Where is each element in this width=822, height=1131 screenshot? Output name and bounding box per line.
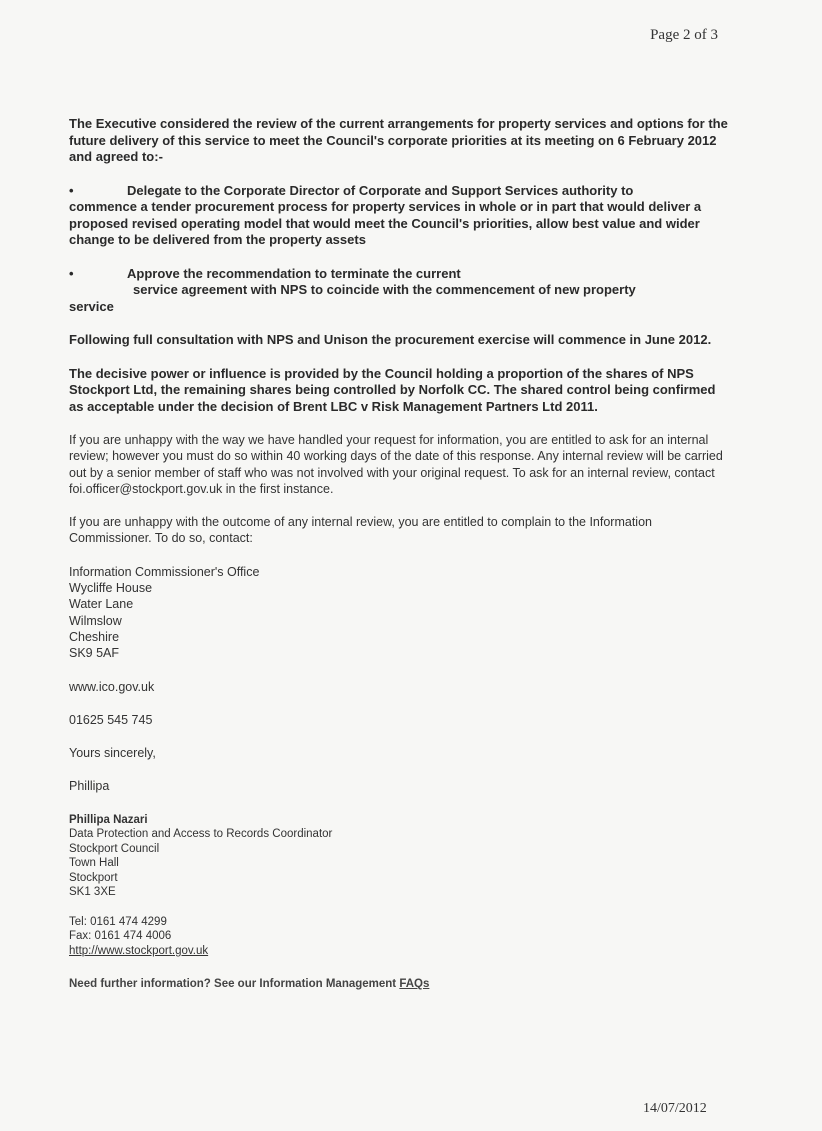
consultation-paragraph: Following full consultation with NPS and Unison the procurement exercise will commence in June 2012. bbox=[69, 332, 712, 347]
further-info-text: Need further information? See our Information Management bbox=[69, 978, 400, 991]
sender-detail: Town Hall bbox=[69, 857, 119, 870]
ico-address bbox=[69, 564, 729, 662]
sender-detail: Stockport Council bbox=[69, 842, 160, 855]
bullet-approve bbox=[69, 266, 729, 316]
bullet1-rest: commence a tender procurement process for property services in whole or in part that would deliver a proposed revised operating model that would meet the Council's priorities, allow best value and wider change to be delivered from the property assets bbox=[69, 199, 702, 247]
sender-name: Phillipa Nazari bbox=[69, 813, 148, 826]
further-info bbox=[69, 974, 729, 992]
sender-detail: SK1 3XE bbox=[69, 886, 116, 899]
ico-phone: 01625 545 745 bbox=[69, 712, 153, 727]
address-line: Information Commissioner's Office bbox=[69, 564, 260, 579]
faqs-link[interactable]: FAQs bbox=[399, 978, 430, 991]
internal-review-paragraph: If you are unhappy with the way we have handled your request for information, you are entitled to ask for an internal review; however you must do so within 40 working days of the date of this response. Any internal review will be carried out by a senior member of staff who was not involved with your original request. To ask for an internal review, contact foi.officer@stockport.gov.uk in the first instance. bbox=[69, 433, 723, 496]
bullet-dot: • bbox=[69, 182, 74, 198]
address-line: Cheshire bbox=[69, 629, 120, 644]
bullet2-first-line: Approve the recommendation to terminate the current bbox=[127, 265, 461, 281]
ico-website: www.ico.gov.uk bbox=[69, 679, 155, 694]
bullet2-second-line: service agreement with NPS to coincide with the commencement of new property bbox=[133, 282, 636, 297]
bullet-delegate bbox=[69, 183, 729, 249]
bullet-dot: • bbox=[69, 265, 74, 281]
bullet1-first-line: Delegate to the Corporate Director of Corporate and Support Services authority to bbox=[127, 182, 634, 198]
intro-paragraph: The Executive considered the review of the current arrangements for property services and options for the future delivery of this service to meet the Council's corporate priorities at its meeting on 6 February 2012 and agreed to:- bbox=[69, 116, 728, 164]
telephone: Tel: 0161 474 4299 bbox=[69, 915, 167, 928]
address-line: SK9 5AF bbox=[69, 646, 120, 661]
sender-detail: Stockport bbox=[69, 871, 118, 884]
fax: Fax: 0161 474 4006 bbox=[69, 930, 172, 943]
signature: Phillipa bbox=[69, 779, 110, 794]
complain-paragraph: If you are unhappy with the outcome of any internal review, you are entitled to complain to the Information Commissioner. To do so, contact: bbox=[69, 515, 652, 546]
print-date: 14/07/2012 bbox=[643, 1101, 707, 1116]
address-line: Water Lane bbox=[69, 597, 134, 612]
closing: Yours sincerely, bbox=[69, 746, 156, 761]
sender-detail: Data Protection and Access to Records Coordinator bbox=[69, 828, 333, 841]
council-website-link[interactable]: http://www.stockport.gov.uk bbox=[69, 944, 209, 957]
address-line: Wycliffe House bbox=[69, 581, 153, 596]
page-number: Page 2 of 3 bbox=[650, 27, 718, 43]
sender-block bbox=[69, 813, 729, 900]
decisive-power-paragraph: The decisive power or influence is provided by the Council holding a proportion of the shares of NPS Stockport Ltd, the remaining shares being controlled by Norfolk CC. The shared control being confirmed as acceptable under the decision of Brent LBC v Risk Management Partners Ltd 2011. bbox=[69, 365, 716, 414]
address-line: Wilmslow bbox=[69, 613, 122, 628]
contact-block bbox=[69, 915, 729, 959]
bullet2-third-line: service bbox=[69, 298, 114, 314]
letter-body bbox=[69, 116, 729, 992]
